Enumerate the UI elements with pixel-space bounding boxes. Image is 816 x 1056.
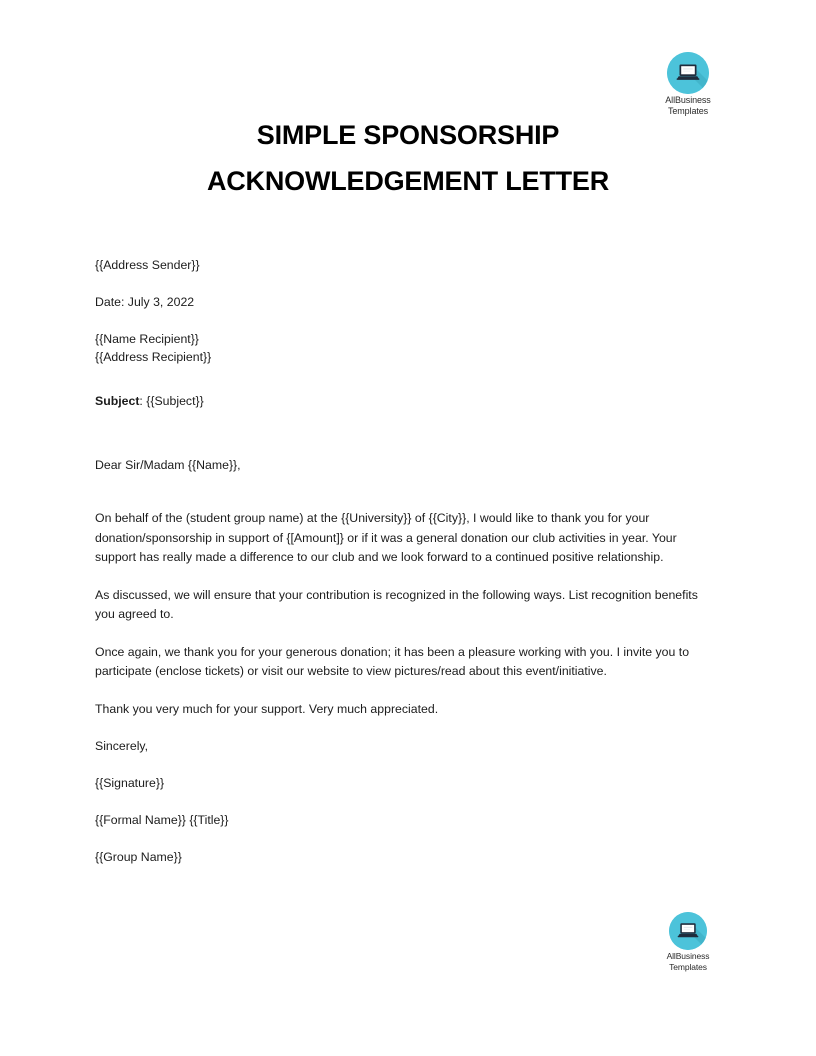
page-title xyxy=(108,112,708,204)
recipient-address: {{Address Recipient}} xyxy=(95,350,212,364)
paragraph-3: Once again, we thank you for your generous donation; it has been a pleasure working with you. I invite you to participate (enclose tickets) or visit our website to view pictures/read about this event/initiative. xyxy=(95,644,690,678)
laptop-icon xyxy=(667,52,709,94)
subject-line xyxy=(95,392,715,411)
paragraph-4: Thank you very much for your support. Very much appreciated. xyxy=(95,701,439,716)
spacer xyxy=(95,625,715,643)
recipient-name: {{Name Recipient}} xyxy=(95,332,199,346)
spacer xyxy=(95,682,715,700)
formal-name-and-title: {{Formal Name}} {{Title}} xyxy=(95,813,229,827)
brand-name-line-1: AllBusiness xyxy=(666,951,710,961)
spacer xyxy=(95,366,715,392)
subject-label: Subject xyxy=(95,394,140,408)
spacer xyxy=(95,312,715,330)
brand-name-line-2: Templates xyxy=(669,961,707,972)
spacer xyxy=(95,830,715,848)
brand-name-line-2: Templates xyxy=(667,106,709,117)
letter-date: Date: July 3, 2022 xyxy=(95,295,195,309)
spacer xyxy=(95,756,715,774)
subject-separator: : xyxy=(139,394,147,408)
brand-logo-bottom xyxy=(652,912,724,972)
paragraph-1: On behalf of the (student group name) at the {{University}} of {{City}}, I would like to thank you for your donation/sponsorship in support of {[Amount]} or if it was a general donation our club activities in year. Your support has really made a difference to our club and we look forward to a continued positive relationship. xyxy=(95,511,677,564)
laptop-icon xyxy=(669,912,707,950)
brand-name-line-1: AllBusiness xyxy=(665,95,711,105)
salutation: Dear Sir/Madam {{Name}}, xyxy=(95,458,241,472)
page-title-line-1: SIMPLE SPONSORSHIP xyxy=(256,120,560,150)
spacer xyxy=(95,568,715,586)
signature-placeholder: {{Signature}} xyxy=(95,776,165,790)
spacer xyxy=(95,719,715,737)
spacer xyxy=(95,475,715,509)
paragraph-2: As discussed, we will ensure that your contribution is recognized in the following ways. List recognition benefits you agreed to. xyxy=(95,587,698,621)
brand-logo-top xyxy=(650,52,726,117)
page-title-line-2: ACKNOWLEDGEMENT LETTER xyxy=(206,166,610,196)
closing: Sincerely, xyxy=(95,739,149,753)
spacer xyxy=(95,411,715,456)
spacer xyxy=(95,793,715,811)
subject-value: {{Subject}} xyxy=(146,394,204,408)
spacer xyxy=(95,275,715,293)
letter-body xyxy=(95,256,715,867)
sender-address: {{Address Sender}} xyxy=(95,258,200,272)
group-name: {{Group Name}} xyxy=(95,850,182,864)
